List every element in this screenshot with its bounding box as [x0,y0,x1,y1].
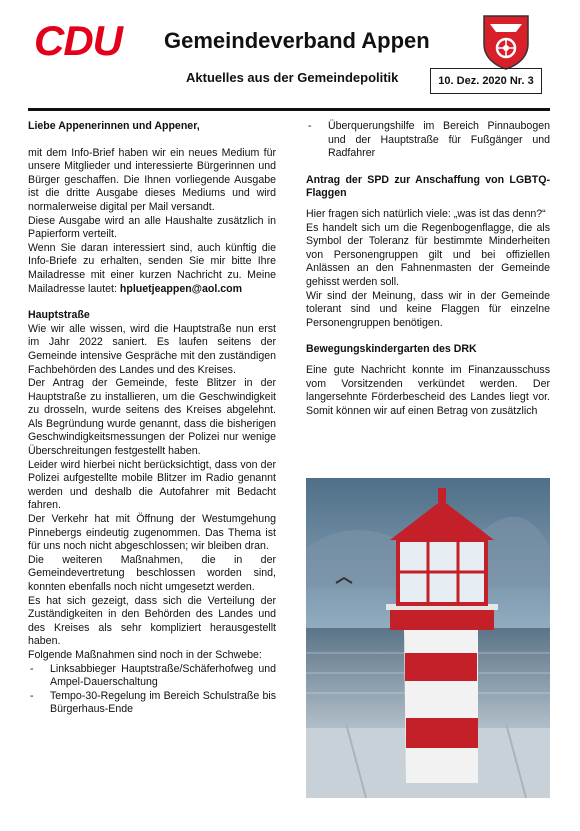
right-column [306,120,550,418]
intro-paragraph: Diese Ausgabe wird an alle Haushalte zusätzlich in Papierform verteilt. [28,214,276,241]
section-heading-hauptstrasse: Hauptstraße [28,309,90,322]
body-paragraph: Eine gute Nachricht konnte im Finanzausschuss vom Vorsitzenden verkündet werden. Der langersehnte Förderbescheid des Landes liegt vor. Somit können wir auf einen Betrag von zusätzlich [306,363,550,417]
intro-paragraph [28,242,276,296]
body-paragraph: Leider wird hierbei nicht berücksichtigt, dass von der Polizei aufgestellte mobile Blitzer im Radio genannt werden und deshalb die Autofahrer mit Bedacht fahren. [28,458,276,512]
body-paragraph: Es handelt sich um die Regenbogenflagge, die als Symbol der Toleranz für bestimmte Minderheiten von Personengruppen gilt und bei offiziellen Anlässen an den Fahnenmasten der Gemeinde gehisst werden soll. [306,221,550,288]
issue-date-box: 10. Dez. 2020 Nr. 3 [430,68,542,94]
email-address: hpluetjeappen@aol.com [119,282,243,295]
header-rule [28,108,550,111]
measures-list-continued [306,120,550,161]
body-paragraph: Folgende Maßnahmen sind noch in der Schwebe: [28,648,262,661]
org-title: Gemeindeverband Appen [164,28,430,53]
greeting: Liebe Appenerinnen und Appener, [28,120,200,132]
section-heading-drk: Bewegungskindergarten des DRK [306,343,477,356]
body-paragraph: Es hat sich gezeigt, dass sich die Verteilung der Zuständigkeiten in den Behörden des Landes und des Kreises als sehr kompliziert herausgestellt haben. [28,594,276,648]
section-heading-lgbtq: Antrag der SPD zur Anschaffung von LGBTQ-Flaggen [306,173,550,200]
left-column [28,120,276,717]
body-paragraph: Wie wir alle wissen, wird die Hauptstraße nun erst im Jahr 2022 saniert. Es laufen seitens der Gemeinde intensive Gespräche mit den zuständigen Fachbehörden des Landes und des Kreises. [28,322,276,376]
intro-text: Wenn Sie daran interessiert sind, auch künftig die Info-Briefe zu erhalten, senden Sie mir bitte Ihre Mailadresse mit einer kurzen Nachricht zu. Meine Mailadresse lautet: [28,241,276,295]
body-paragraph: Die weiteren Maßnahmen, die in der Gemeindevertretung beschlossen worden sind, konnten ebenfalls noch nicht umgesetzt werden. [28,553,276,593]
newsletter-subtitle: Aktuelles aus der Gemeindepolitik [186,70,399,85]
cdu-logo: CDU [34,17,122,64]
lighthouse-photo [306,478,550,798]
coat-of-arms-icon [482,14,530,70]
list-item: - Linksabbieger Hauptstraße/Schäferhofweg und Ampel-Dauerschaltung [28,663,276,690]
measures-list [28,663,276,717]
body-paragraph: Wir sind der Meinung, dass wir in der Gemeinde tolerant sind und keine Flaggen für einzelne Personengruppen benötigen. [306,289,550,329]
list-item: - Überquerungshilfe im Bereich Pinnaubogen und der Hauptstraße für Fußgänger und Radfahrer [306,120,550,161]
body-paragraph: Der Antrag der Gemeinde, feste Blitzer in der Hauptstraße zu installieren, um die Geschwindigkeit zu drosseln, wurde seitens des Kreises abgelehnt. Als Begründung wurde genannt, dass die bisherigen Geschwindigkeitsmessungen der Polizei nur wenige Überschreitungen festgestellt haben. [28,377,276,458]
intro-paragraph: mit dem Info-Brief haben wir ein neues Medium für unsere Mitglieder und interessierte Bürgerinnen und Bürger geschaffen. Die Ihnen vorliegende Ausgabe ist die dritte Ausgabe dieses Mediums und wird normalerweise digital per Mail versandt. [28,146,276,213]
list-item: - Tempo-30-Regelung im Bereich Schulstraße bis Bürgerhaus-Ende [28,690,276,717]
body-paragraph: Hier fragen sich natürlich viele: „was ist das denn?“ [306,207,546,220]
body-paragraph: Der Verkehr hat mit Öffnung der Westumgehung Pinnebergs eindeutig zugenommen. Das Thema ist für uns noch nicht abgeschlossen; wir bleiben dran. [28,513,276,553]
